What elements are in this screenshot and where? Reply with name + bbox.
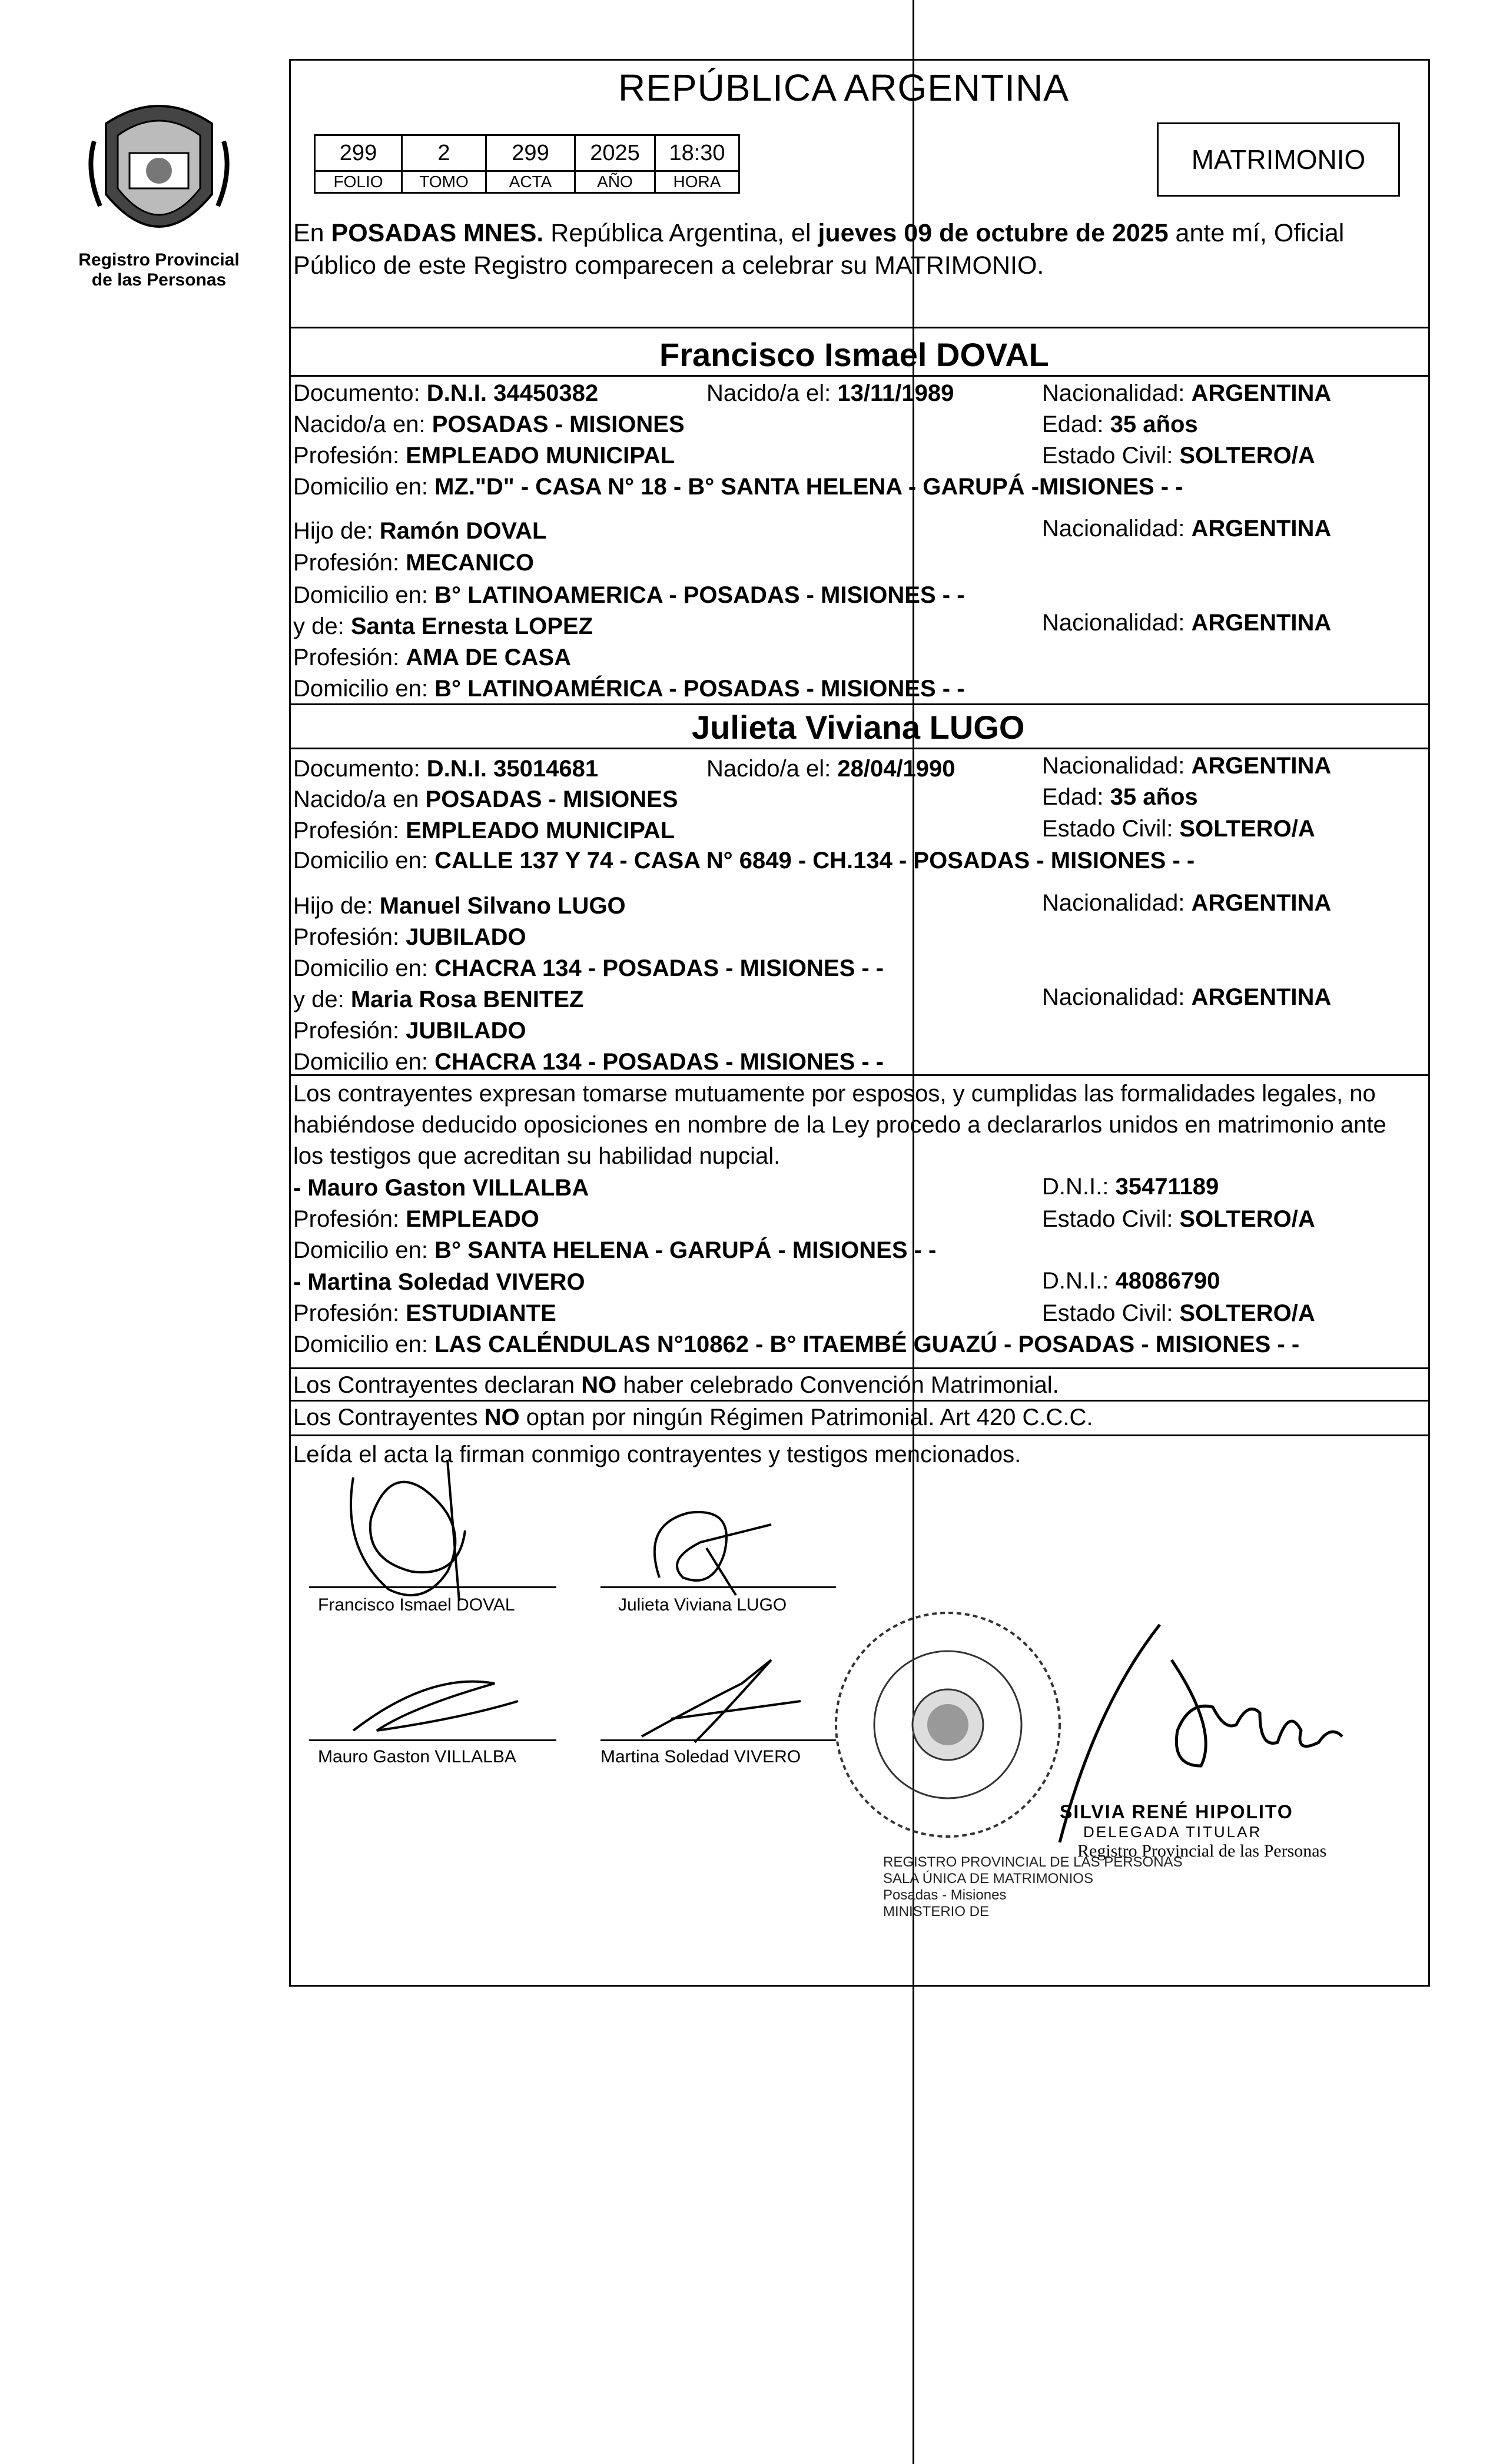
nat-label: Nacionalidad:: [1042, 516, 1192, 542]
intro-line-2: Público de este Registro comparecen a celebrar su MATRIMONIO.: [293, 251, 1044, 280]
place-label: Nacido/a en:: [293, 411, 432, 437]
witness1-name: - Mauro Gaston VILLALBA: [293, 1175, 589, 1201]
witness1-dni: [1042, 1171, 1219, 1203]
witness2-civil: [1042, 1298, 1315, 1329]
stamp-outer-text: REGISTRO PROVINCIAL DE LAS PERSONAS: [883, 1854, 1183, 1870]
witness2-name: - Martina Soledad VIVERO: [293, 1269, 585, 1295]
anio-label: AÑO: [575, 171, 655, 193]
addr-label: Domicilio en:: [293, 1331, 435, 1357]
logo-caption: [41, 250, 277, 290]
groom-prof: EMPLEADO MUNICIPAL: [406, 443, 675, 469]
bride-born: [706, 753, 955, 785]
age-label: Edad:: [1042, 784, 1110, 810]
bride-father-prof-value: JUBILADO: [406, 924, 526, 950]
tomo-value: 2: [402, 135, 486, 171]
bride-father: [293, 891, 626, 922]
groom-mother-prof: [293, 642, 571, 673]
groom-civil: [1042, 440, 1315, 471]
civil-label: Estado Civil:: [1042, 443, 1180, 469]
bride-father-prof: [293, 922, 526, 953]
intro-1a: En: [293, 219, 331, 247]
nat-label: Nacionalidad:: [1042, 753, 1192, 779]
bride-addr: CALLE 137 Y 74 - CASA N° 6849 - CH.134 - POSADAS - MISIONES - -: [434, 848, 1195, 874]
father-addr: B° LATINOAMERICA - POSADAS - MISIONES - -: [434, 582, 965, 608]
civil-label: Estado Civil:: [1042, 1300, 1180, 1326]
bride-mother-prof: [293, 1015, 526, 1047]
witness2-prof: [293, 1298, 556, 1329]
convention-c: haber celebrado Convención Matrimonial.: [616, 1372, 1059, 1398]
prof-label: Profesión:: [293, 818, 406, 844]
nat-label: Nacionalidad:: [1042, 890, 1192, 916]
groom-father-nat: [1042, 513, 1331, 544]
prof-label: Profesión:: [293, 550, 406, 576]
bride-mother-prof-value: JUBILADO: [406, 1018, 526, 1044]
bride-place: POSADAS - MISIONES: [425, 786, 678, 812]
regime-no: NO: [484, 1404, 520, 1430]
intro-1e: ante mí, Oficial: [1168, 219, 1345, 247]
groom-father-prof: [293, 547, 534, 579]
signature-witness2-drawing: [624, 1648, 812, 1754]
mother-label: y de:: [293, 987, 351, 1012]
groom-place: POSADAS - MISIONES: [432, 411, 685, 437]
witness1-prof-value: EMPLEADO: [406, 1206, 539, 1232]
bride-mother-name: Maria Rosa BENITEZ: [350, 987, 584, 1012]
certificate-type: MATRIMONIO: [1157, 122, 1400, 197]
groom-mother-nat: [1042, 607, 1331, 639]
official-block: [1060, 1801, 1326, 1861]
born-label: Nacido/a el:: [706, 756, 838, 782]
prof-label: Profesión:: [293, 645, 406, 670]
bride-mother-nat-value: ARGENTINA: [1191, 984, 1332, 1010]
divider-convention: [289, 1367, 1430, 1369]
convention-no: NO: [581, 1372, 617, 1398]
bride-father-nat: [1042, 888, 1331, 919]
declaration-line-3: los testigos que acreditan su habilidad nupcial.: [293, 1143, 781, 1169]
acta-label: ACTA: [486, 171, 575, 193]
signature-line-witness2: [600, 1739, 836, 1741]
addr-label: Domicilio en:: [293, 676, 435, 702]
witness1-addr: [293, 1235, 936, 1266]
bride-mother-nat: [1042, 982, 1331, 1013]
groom-father: [293, 516, 546, 547]
signature-label-witness1: Mauro Gaston VILLALBA: [318, 1747, 516, 1766]
bride-civil-value: SOLTERO/A: [1179, 816, 1315, 842]
witness2-civil-value: SOLTERO/A: [1179, 1300, 1315, 1326]
acta-value: 299: [486, 135, 575, 171]
witness1-addr-value: B° SANTA HELENA - GARUPÁ - MISIONES - -: [434, 1237, 937, 1263]
bride-father-name: Manuel Silvano LUGO: [379, 893, 626, 919]
dni-label: D.N.I.:: [1042, 1268, 1116, 1294]
hora-label: HORA: [655, 171, 739, 193]
bride-father-addr-value: CHACRA 134 - POSADAS - MISIONES - -: [434, 955, 884, 981]
bride-nationality: [1042, 751, 1331, 782]
groom-doc: [293, 378, 598, 409]
bride-dni: D.N.I. 35014681: [426, 756, 599, 782]
intro-1c: República Argentina, el: [543, 219, 818, 247]
groom-addr: MZ."D" - CASA N° 18 - B° SANTA HELENA - GARUPÁ -MISIONES - -: [434, 474, 1183, 500]
signature-groom-drawing: [318, 1454, 565, 1607]
addr-label: Domicilio en:: [293, 1237, 435, 1263]
bride-mother-addr-value: CHACRA 134 - POSADAS - MISIONES - -: [434, 1049, 884, 1075]
witness1-prof: [293, 1204, 539, 1235]
groom-mother: [293, 611, 593, 642]
mother-label: y de:: [293, 613, 351, 639]
groom-mother-name: Santa Ernesta LOPEZ: [350, 613, 593, 639]
logo-emblem: [82, 88, 235, 265]
bride-age: [1042, 782, 1198, 813]
prof-label: Profesión:: [293, 1206, 406, 1232]
bride-age-value: 35 años: [1110, 784, 1198, 810]
witness1-civil-value: SOLTERO/A: [1179, 1206, 1315, 1232]
place-label: Nacido/a en: [293, 786, 426, 812]
page-title: REPÚBLICA ARGENTINA: [618, 67, 1069, 109]
official-name: SILVIA RENÉ HIPOLITO: [1060, 1801, 1293, 1822]
prof-label: Profesión:: [293, 924, 406, 950]
folio-label: FOLIO: [315, 171, 402, 193]
regime-c: optan por ningún Régimen Patrimonial. Art 420 C.C.C.: [519, 1404, 1093, 1430]
groom-civil-value: SOLTERO/A: [1179, 443, 1315, 469]
hora-value: 18:30: [655, 135, 739, 171]
groom-address: [293, 471, 1183, 503]
nat-label: Nacionalidad:: [1042, 984, 1192, 1010]
born-label: Nacido/a el:: [706, 380, 838, 406]
bride-profession: [293, 815, 675, 846]
divider-read: [289, 1434, 1430, 1436]
doc-label: Documento:: [293, 756, 427, 782]
signature-bride-drawing: [618, 1489, 795, 1607]
bride-prof: EMPLEADO MUNICIPAL: [406, 818, 675, 844]
logo-caption-line1: Registro Provincial: [78, 250, 240, 270]
addr-label: Domicilio en:: [293, 582, 435, 608]
witness2-addr: [293, 1329, 1299, 1360]
bride-name: Julieta Viviana LUGO: [692, 709, 1025, 746]
age-label: Edad:: [1042, 411, 1110, 437]
groom-born: [706, 378, 954, 409]
groom-profession: [293, 440, 675, 471]
stamp-inner-text: SALA ÚNICA DE MATRIMONIOS: [883, 1871, 1093, 1887]
groom-birthplace: [293, 409, 685, 440]
witness2-prof-value: ESTUDIANTE: [406, 1300, 556, 1326]
record-number-table: [314, 134, 740, 194]
groom-nationality: [1042, 378, 1331, 409]
intro-date: jueves 09 de octubre de 2025: [818, 219, 1169, 247]
addr-label: Domicilio en:: [293, 1049, 435, 1075]
groom-mother-addr: [293, 673, 965, 705]
read-line: Leída el acta la firman conmigo contrayentes y testigos mencionados.: [293, 1442, 1021, 1467]
official-org: Registro Provincial de las Personas: [1077, 1841, 1327, 1861]
logo-caption-line2: de las Personas: [91, 270, 227, 290]
bride-birthdate: 28/04/1990: [837, 756, 955, 782]
official-role: DELEGADA TITULAR: [1083, 1823, 1262, 1841]
groom-father-addr: [293, 580, 965, 611]
bride-address: [293, 845, 1195, 876]
signature-line-witness1: [309, 1739, 556, 1741]
civil-label: Estado Civil:: [1042, 1206, 1180, 1232]
witness2-dni: [1042, 1266, 1220, 1297]
groom-nat: ARGENTINA: [1191, 380, 1332, 406]
divider-bride-title: [289, 748, 1430, 749]
divider-header: [289, 327, 1430, 328]
groom-dni: D.N.I. 34450382: [426, 380, 599, 406]
mother-addr: B° LATINOAMÉRICA - POSADAS - MISIONES - -: [434, 676, 965, 702]
witness1-civil: [1042, 1204, 1315, 1235]
bride-birthplace: [293, 784, 678, 815]
declaration-line-2: habiéndose deducido oposiciones en nombre de la Ley procedo a declararlos unidos en matrimonio ante: [293, 1112, 1386, 1138]
father-prof: MECANICO: [406, 550, 534, 576]
father-label: Hijo de:: [293, 518, 380, 544]
addr-label: Domicilio en:: [293, 955, 435, 981]
father-label: Hijo de:: [293, 893, 380, 919]
groom-name: Francisco Ismael DOVAL: [659, 336, 1049, 373]
prof-label: Profesión:: [293, 1018, 406, 1044]
dni-label: D.N.I.:: [1042, 1174, 1116, 1200]
witness2-addr-value: LAS CALÉNDULAS N°10862 - B° ITAEMBÉ GUAZÚ - POSADAS - MISIONES - -: [434, 1331, 1300, 1357]
bride-father-nat-value: ARGENTINA: [1191, 890, 1332, 916]
witness1-dni-value: 35471189: [1115, 1174, 1219, 1200]
tomo-label: TOMO: [402, 171, 486, 193]
mother-nat: ARGENTINA: [1191, 610, 1332, 636]
signature-line-bride: [600, 1586, 836, 1588]
bride-mother-addr: [293, 1047, 884, 1078]
regime-line: [293, 1402, 1093, 1433]
divider-groom-title: [289, 375, 1430, 377]
folio-value: 299: [315, 135, 402, 171]
stamp-ministerio-text: MINISTERIO DE: [883, 1904, 990, 1920]
signature-label-witness2: Martina Soledad VIVERO: [600, 1747, 801, 1766]
groom-birthdate: 13/11/1989: [837, 380, 954, 406]
declaration-line-1: Los contrayentes expresan tomarse mutuamente por esposos, y cumplidas las formalidades legales, no: [293, 1081, 1376, 1107]
anio-value: 2025: [575, 135, 655, 171]
bride-doc: [293, 753, 598, 785]
nat-label: Nacionalidad:: [1042, 610, 1192, 636]
convention-line: [293, 1370, 1059, 1401]
civil-label: Estado Civil:: [1042, 816, 1180, 842]
signature-line-groom: [309, 1586, 556, 1588]
addr-label: Domicilio en:: [293, 474, 435, 500]
doc-label: Documento:: [293, 380, 427, 406]
prof-label: Profesión:: [293, 1300, 406, 1326]
bride-father-addr: [293, 953, 884, 984]
groom-age-value: 35 años: [1110, 411, 1198, 437]
regime-a: Los Contrayentes: [293, 1404, 485, 1430]
mother-prof: AMA DE CASA: [406, 645, 571, 670]
convention-a: Los Contrayentes declaran: [293, 1372, 582, 1398]
coat-of-arms-icon: [82, 88, 235, 265]
stamp-bottom-text: Posadas - Misiones: [883, 1887, 1007, 1903]
bride-nat: ARGENTINA: [1191, 753, 1332, 779]
signature-label-groom: Francisco Ismael DOVAL: [318, 1595, 515, 1615]
signature-label-bride: Julieta Viviana LUGO: [618, 1595, 787, 1615]
stamp-texts: [883, 1854, 1183, 1920]
groom-age: [1042, 409, 1198, 440]
bride-civil: [1042, 813, 1315, 845]
groom-father-name: Ramón DOVAL: [379, 518, 547, 544]
witness2-dni-value: 48086790: [1115, 1268, 1220, 1294]
father-nat: ARGENTINA: [1191, 516, 1332, 542]
intro-place: POSADAS MNES.: [331, 219, 544, 247]
bride-mother: [293, 984, 584, 1015]
prof-label: Profesión:: [293, 443, 406, 469]
nat-label: Nacionalidad:: [1042, 380, 1192, 406]
addr-label: Domicilio en:: [293, 848, 435, 874]
intro-line-1: [293, 218, 1344, 249]
